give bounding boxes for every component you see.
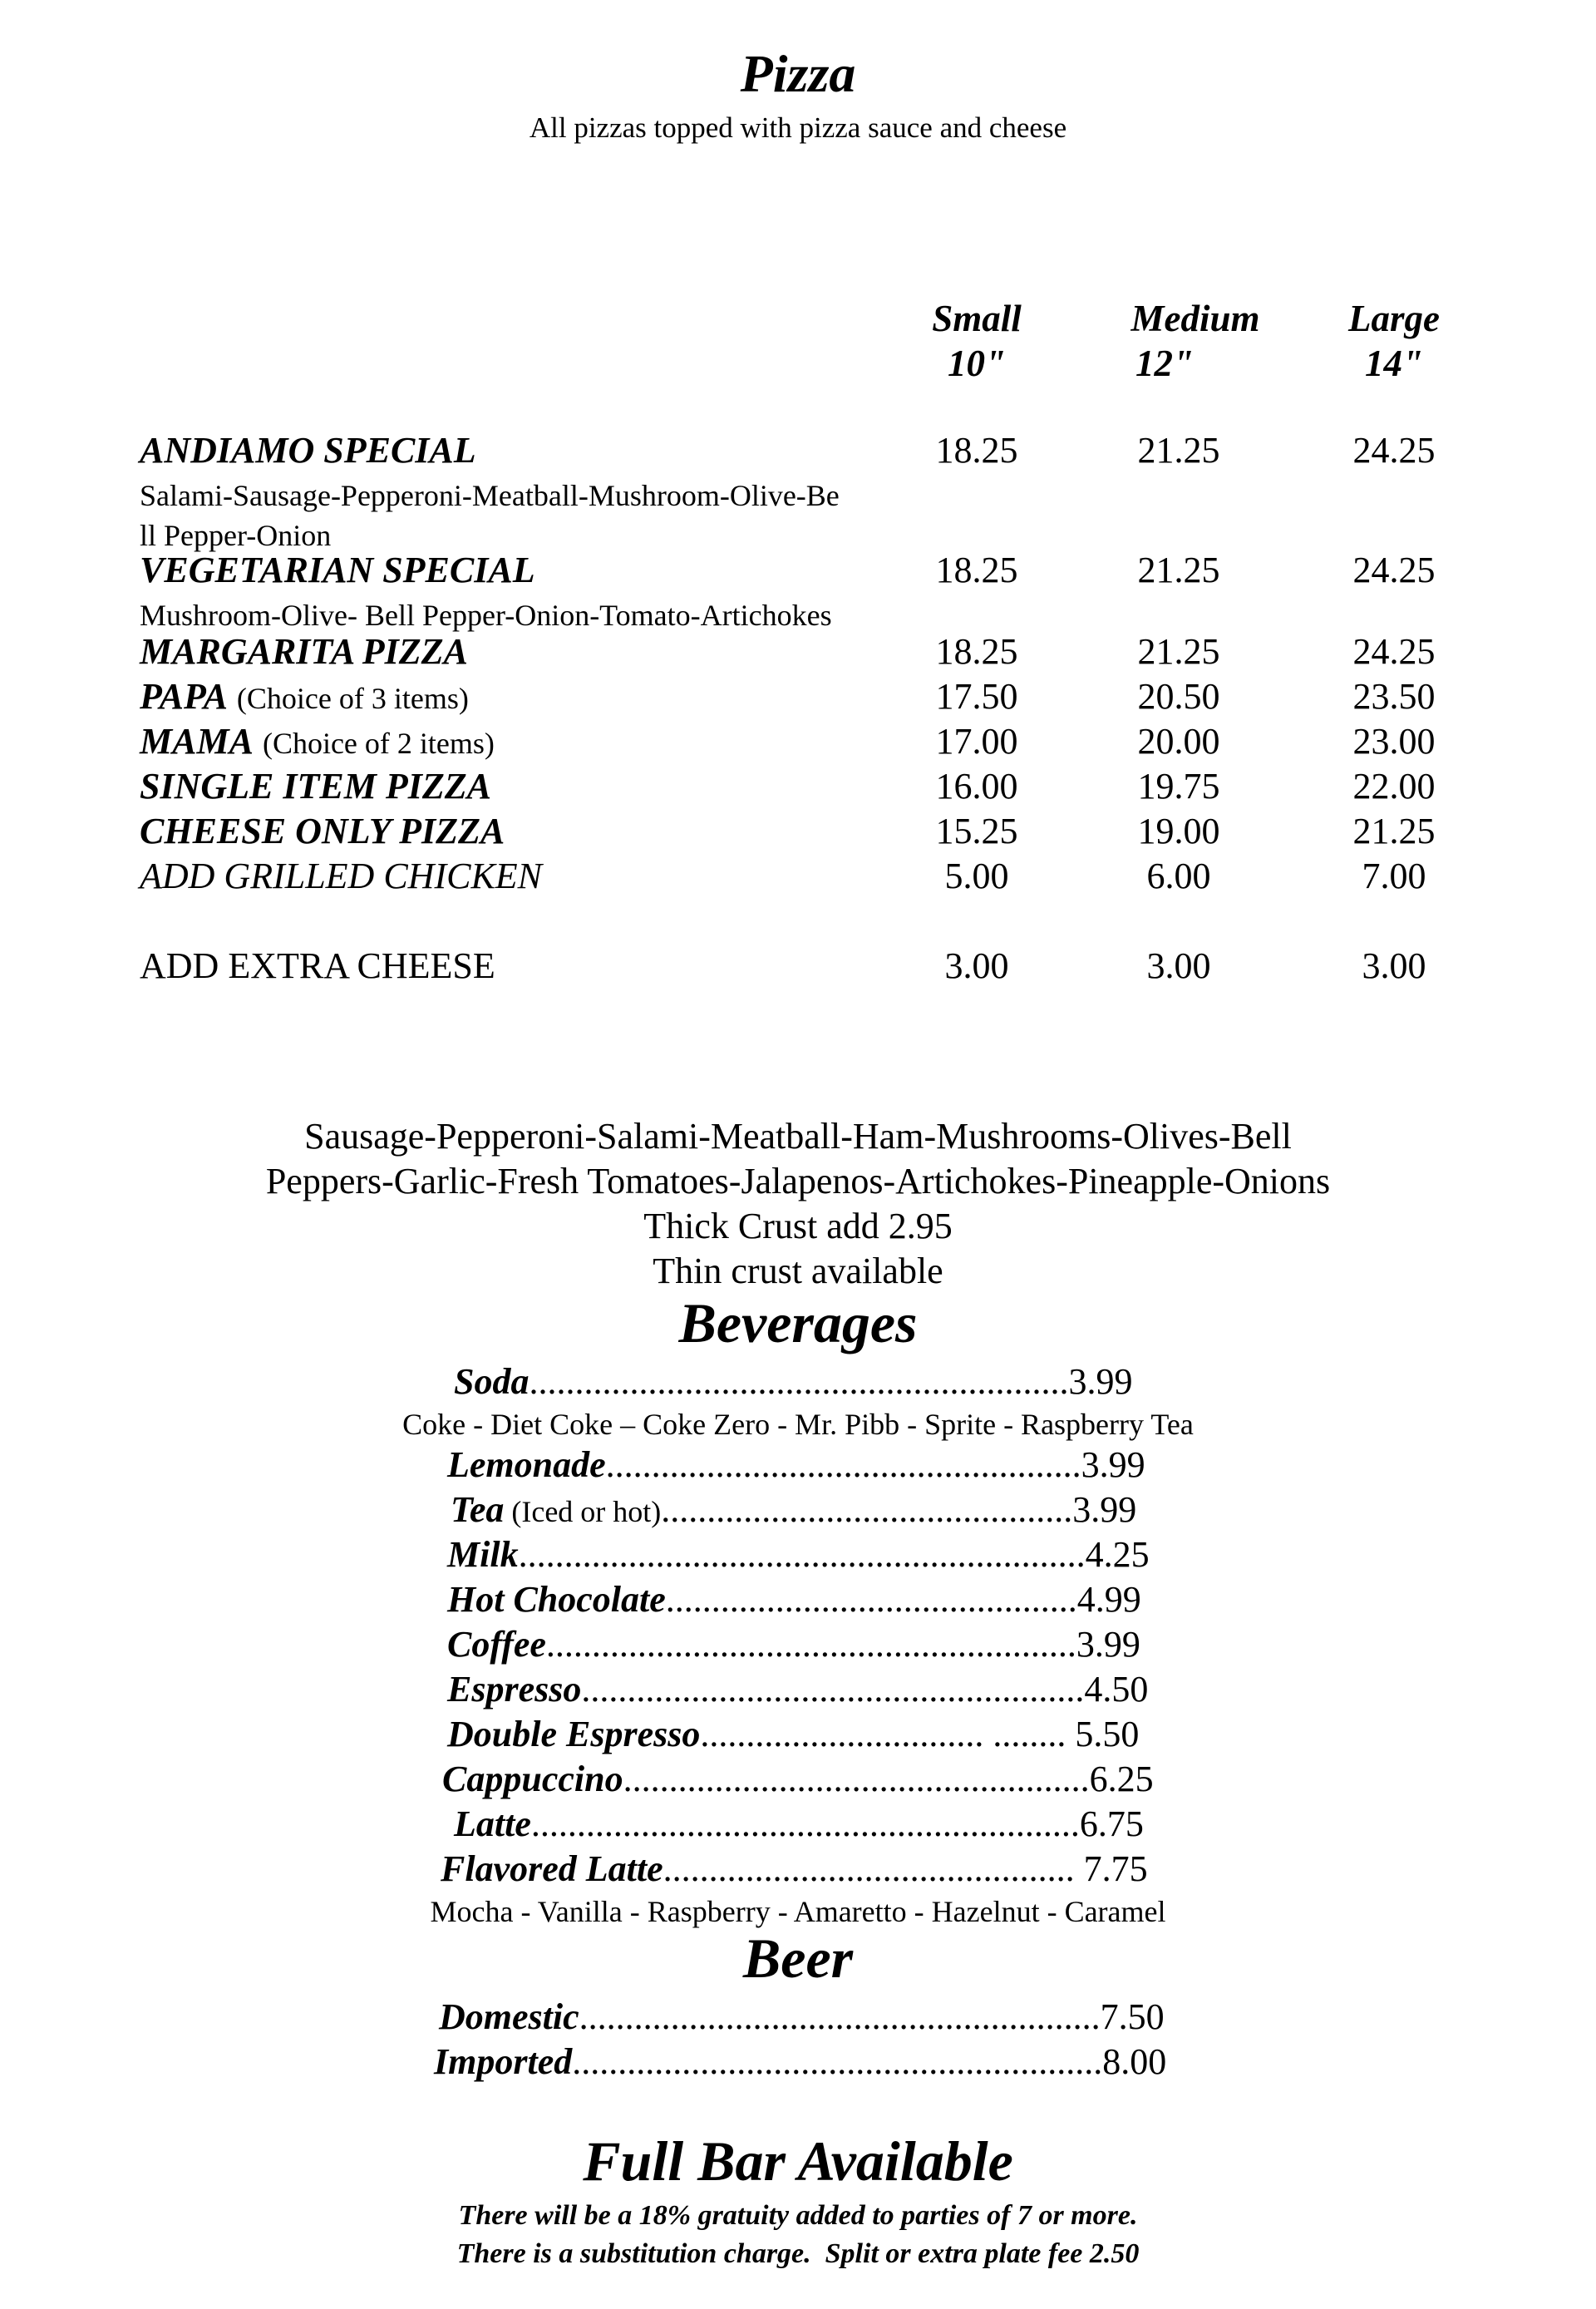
price-large: 23.00 — [1352, 721, 1436, 762]
price-large: 21.25 — [1352, 811, 1436, 851]
price-medium: 3.00 — [1146, 945, 1211, 986]
beverage-cappuccino: Cappuccino...................................................6.25 — [442, 1759, 1154, 1799]
pizza-name: ADD EXTRA CHEESE — [140, 945, 495, 986]
price-small: 18.25 — [935, 550, 1018, 590]
beer-domestic: Domestic.........................................................7.50 — [439, 1996, 1165, 2037]
pizza-row-andiamo — [140, 429, 1453, 476]
latte-flavors: Mocha - Vanilla - Raspberry - Amaretto - Hazelnut - Caramel — [430, 1895, 1166, 1928]
full-bar-heading: Full Bar Available — [583, 2129, 1013, 2193]
pizza-title: Pizza — [740, 44, 856, 103]
price-medium: 20.00 — [1137, 721, 1220, 762]
price-medium: 21.25 — [1137, 550, 1220, 590]
pizza-row-single-item — [140, 765, 1453, 812]
beverage-coffee: Coffee..........................................................3.99 — [447, 1624, 1140, 1665]
beverage-soda: Soda...........................................................3.99 — [454, 1361, 1133, 1402]
thick-crust-note: Thick Crust add 2.95 — [643, 1206, 953, 1246]
price-medium: 21.25 — [1137, 430, 1220, 471]
pizza-name: ADD GRILLED CHICKEN — [140, 856, 543, 896]
price-large: 23.50 — [1352, 676, 1436, 717]
pizza-note: (Choice of 3 items) — [236, 682, 469, 715]
soda-choices: Coke - Diet Coke – Coke Zero - Mr. Pibb - Sprite - Raspberry Tea — [402, 1408, 1194, 1441]
pizza-name: CHEESE ONLY PIZZA — [140, 811, 505, 851]
price-medium: 6.00 — [1146, 856, 1211, 896]
price-small: 18.25 — [935, 430, 1018, 471]
pizza-row-cheese-only — [140, 810, 1453, 856]
pizza-name: PAPA (Choice of 3 items) — [140, 676, 469, 717]
beverage-milk: Milk..............................................................4.25 — [447, 1534, 1150, 1575]
pizza-name: VEGETARIAN SPECIAL — [140, 550, 535, 590]
substitution-note: There is a substitution charge. Split or extra plate fee 2.50 — [456, 2238, 1140, 2269]
price-medium: 20.50 — [1137, 676, 1220, 717]
price-small: 17.00 — [935, 721, 1018, 762]
pizza-row-papa — [140, 675, 1453, 722]
beverage-lemonade: Lemonade....................................................3.99 — [447, 1444, 1145, 1485]
price-large: 24.25 — [1352, 631, 1436, 672]
vegetarian-description: Mushroom-Olive- Bell Pepper-Onion-Tomato-Artichokes — [140, 599, 832, 632]
size-header-small: Small 10" — [932, 298, 1022, 384]
gratuity-note: There will be a 18% gratuity added to parties of 7 or more. — [458, 2200, 1138, 2231]
price-large: 22.00 — [1352, 766, 1436, 807]
beverage-tea: Tea (Iced or hot).............................................3.99 — [451, 1489, 1137, 1530]
price-small: 5.00 — [944, 856, 1009, 896]
pizza-row-extra-cheese — [140, 945, 1453, 991]
price-large: 24.25 — [1352, 430, 1436, 471]
pizza-name: ANDIAMO SPECIAL — [140, 430, 476, 471]
thin-crust-note: Thin crust available — [653, 1251, 943, 1291]
pizza-row-margarita — [140, 630, 1453, 677]
price-small: 17.50 — [935, 676, 1018, 717]
beverage-flavored-latte: Flavored Latte............................................. 7.75 — [441, 1848, 1148, 1889]
price-small: 15.25 — [935, 811, 1018, 851]
pizza-name: MAMA (Choice of 2 items) — [140, 721, 495, 762]
price-medium: 21.25 — [1137, 631, 1220, 672]
beverage-espresso: Espresso.......................................................4.50 — [447, 1669, 1149, 1710]
price-medium: 19.00 — [1137, 811, 1220, 851]
price-small: 18.25 — [935, 631, 1018, 672]
price-medium: 19.75 — [1137, 766, 1220, 807]
andiamo-description: Salami-Sausage-Pepperoni-Meatball-Mushroom-Olive-Be ll Pepper-Onion — [140, 479, 840, 552]
price-large: 24.25 — [1352, 550, 1436, 590]
beer-imported: Imported..........................................................8.00 — [434, 2041, 1167, 2082]
beer-title: Beer — [742, 1927, 854, 1990]
pizza-note: (Choice of 2 items) — [262, 727, 495, 760]
pizza-name: MARGARITA PIZZA — [140, 631, 468, 672]
pizza-row-vegetarian — [140, 549, 1453, 595]
price-small: 16.00 — [935, 766, 1018, 807]
toppings-list: Sausage-Pepperoni-Salami-Meatball-Ham-Mushrooms-Olives-Bell Peppers-Garlic-Fresh Tomatoes-Jalapenos-Artichokes-Pineapple-Onions Thick Crust add 2.95 Thin crust available — [0, 1114, 1596, 1294]
beverage-latte: Latte............................................................6.75 — [454, 1803, 1144, 1844]
beverage-double-espresso: Double Espresso............................... ........ 5.50 — [447, 1714, 1140, 1754]
pizza-name: SINGLE ITEM PIZZA — [140, 766, 491, 807]
beverages-title: Beverages — [678, 1291, 918, 1354]
price-large: 7.00 — [1362, 856, 1426, 896]
pizza-row-add-chicken — [140, 855, 1453, 901]
size-header-medium: Medium 12" — [1130, 298, 1260, 384]
price-small: 3.00 — [944, 945, 1009, 986]
pizza-row-mama — [140, 720, 1453, 767]
pizza-subtitle: All pizzas topped with pizza sauce and cheese — [529, 111, 1067, 144]
size-header-large: Large 14" — [1348, 298, 1440, 384]
price-large: 3.00 — [1362, 945, 1426, 986]
beverage-hot-chocolate: Hot Chocolate.............................................4.99 — [447, 1579, 1141, 1620]
